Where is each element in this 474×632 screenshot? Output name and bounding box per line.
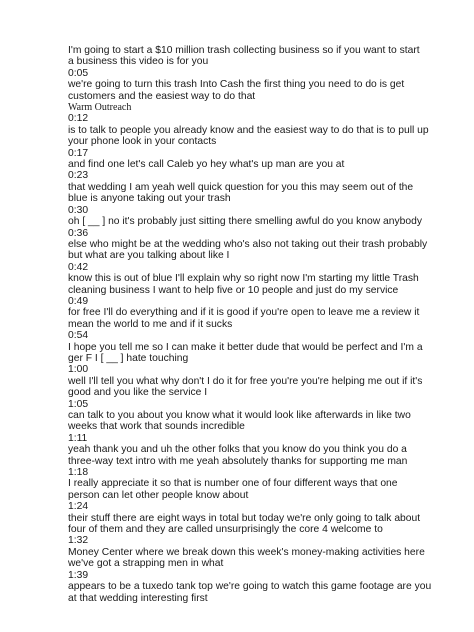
timestamp: 0:36 — [68, 227, 89, 239]
transcript-line: mean the world to me and if it sucks — [68, 318, 233, 330]
transcript-line: is to talk to people you already know and the easiest way to do that is to pull up — [68, 124, 429, 136]
transcript-line: four of them and they are called unsurprisingly the core 4 welcome to — [68, 524, 383, 536]
transcript-line: blue is anyone taking out your trash — [68, 193, 231, 205]
transcript-line: good and you like the service I — [68, 387, 208, 399]
transcript-line: their stuff there are eight ways in total but today we're only going to talk about — [68, 512, 421, 524]
timestamp: 1:11 — [68, 432, 88, 444]
transcript-line: weeks that work that sounds incredible — [68, 421, 245, 433]
transcript-line: your phone look in your contacts — [68, 136, 217, 148]
transcript-line: can talk to you about you know what it would look like afterwards in like two — [68, 410, 411, 421]
timestamp: 0:23 — [68, 170, 89, 182]
transcript-line: customers and the easiest way to do that — [68, 90, 256, 102]
transcript-line: that wedding I am yeah well quick question for you this may seem out of the — [68, 181, 414, 193]
transcript-line: oh [ __ ] no it's probably just sitting there smelling awful do you know anybody — [68, 216, 422, 228]
transcript-document — [68, 45, 432, 604]
timestamp: 0:54 — [68, 330, 89, 342]
timestamp: 1:32 — [68, 535, 89, 547]
timestamp: 1:18 — [68, 467, 89, 479]
transcript-line: appears to be a tuxedo tank top we're going to watch this game footage are you — [68, 581, 432, 593]
transcript-line: else who might be at the wedding who's also not taking out their trash probably — [68, 238, 428, 250]
timestamp: 0:42 — [68, 261, 89, 273]
transcript-line: yeah thank you and uh the other folks that you know do you think you do a — [68, 444, 407, 456]
transcript-line: person can let other people know about — [68, 489, 249, 501]
transcript-line: a business this video is for you — [68, 56, 209, 68]
timestamp: 1:00 — [68, 364, 89, 376]
timestamp: 1:05 — [68, 398, 89, 410]
timestamp: 0:49 — [68, 295, 89, 307]
timestamp: 1:39 — [68, 569, 89, 581]
transcript-line: I really appreciate it so that is number one of four different ways that one — [68, 478, 398, 490]
transcript-line: I'm going to start a $10 million trash collecting business so if you want to start — [68, 45, 420, 56]
transcript-line: I hope you tell me so I can make it better dude that would be perfect and I'm a — [68, 341, 423, 353]
transcript-line: and find one let's call Caleb yo hey what's up man are you at — [68, 159, 345, 171]
timestamp: 0:12 — [68, 113, 89, 125]
transcript-line: we've got a strapping men in what — [68, 558, 224, 570]
section-heading: Warm Outreach — [68, 102, 132, 114]
timestamp: 0:30 — [68, 204, 89, 216]
transcript-line: three-way text intro with me yeah absolutely thanks for supporting me man — [68, 455, 408, 467]
transcript-line: but what are you talking about like I — [68, 250, 230, 262]
transcript-line: Money Center where we break down this week's money-making activities here — [68, 546, 425, 558]
timestamp: 0:05 — [68, 67, 89, 79]
transcript-line: know this is out of blue I'll explain why so right now I'm starting my little Trash — [68, 273, 419, 285]
timestamp: 1:24 — [68, 501, 89, 513]
transcript-line: at that wedding interesting first — [68, 592, 208, 604]
transcript-line: we're going to turn this trash Into Cash the first thing you need to do is get — [68, 79, 405, 91]
timestamp: 0:17 — [68, 147, 89, 159]
transcript-line: well I'll tell you what why don't I do it for free you're you're helping me out if it's — [68, 375, 423, 387]
transcript-line: cleaning business I want to help five or 10 people and just do my service — [68, 284, 399, 296]
transcript-line: for free I'll do everything and if it is good if you're open to leave me a review it — [68, 307, 420, 319]
transcript-line: ger F I [ __ ] hate touching — [68, 352, 189, 364]
